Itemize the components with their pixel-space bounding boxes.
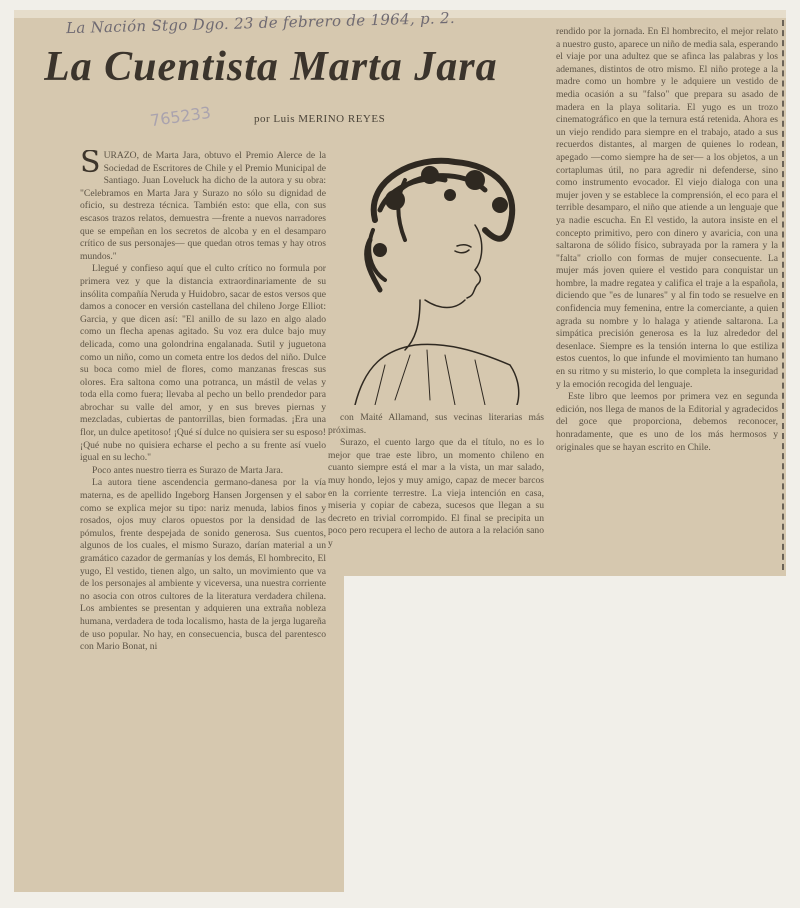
paragraph: con Maité Allamand, sus vecinas literarias más próximas. bbox=[328, 412, 544, 436]
cut-edge-line bbox=[782, 20, 784, 570]
paragraph: Poco antes nuestro tierra es Surazo de Marta Jara. bbox=[92, 464, 284, 476]
paragraph: Surazo, el cuento largo que da el título, no es lo mejor que trae este libro, un momento chileno en cuanto siempre está el mar a la vista, un mar salado, muy hondo, lejos y muy amigo, capaz de mecer barcos en la corriente terrestre. La vieja intención en casa, miseria y copiar de cabeza, sucesos que llegan a su decreto en trivial corrompido. El final se precipita un poco pero recupera el lecho de autora a la relación sano y bbox=[328, 437, 544, 549]
paragraph: La autora tiene ascendencia germano-danesa por la vía materna, es de apellido Ingeborg Hansen Jorgensen y el sabor como se explica mejor su tipo: nariz menuda, labios finos y rosados, ojos muy claros opuestos por la densidad de las pómulos, frente despejada de sonido generosa. Sus cuentos, algunos de los cuales, el mismo Surazo, darían material a un gramático cazador de germanías y los demás, El hombrecito, El yugo, El vestido, tienen algo, un salto, un movimiento que va de los personajes al ambiente y viceversa, una nuestra corriente no asocia con otros cultores de la literatura verdadera chilena. Los ambientes se presentan y adquieren una extraña nobleza humana, verdadera de toda localismo, hasta de la jerga lugareña de uso popular. No hay, en consecuencia, busca del parentesco con Mario Bonat, ni bbox=[80, 477, 326, 653]
byline: por Luis MERINO REYES bbox=[254, 113, 386, 125]
catalog-stamp: 765233 bbox=[148, 102, 213, 131]
paragraph: URAZO, de Marta Jara, obtuvo el Premio Alerce de la Sociedad de Escritores de Chile y el Premio Municipal de Santiago. Juan Loveluck ha dicho de la autora y su obra: "Celebramos en Marta Jara y Surazo no sólo su dignidad de oficio, su destreza técnica. También esto: que ella, con sus escasos trazos relatos, demuestra —frente a nuevos narradores que se empeñan en los secretos de alcoba y en el desamparo crítico de sus personajes— que quedan otros temas y hay otros mundos." bbox=[80, 150, 326, 262]
portrait-illustration bbox=[335, 150, 540, 405]
article-column-2 bbox=[328, 412, 544, 572]
drop-cap: S bbox=[80, 150, 101, 180]
article-title: La Cuentista Marta Jara bbox=[44, 44, 498, 90]
article-column-3 bbox=[556, 26, 778, 570]
handwritten-source-note: La Nación Stgo Dgo. 23 de febrero de 1964, p. 2. bbox=[65, 8, 456, 38]
paragraph: Llegué y confieso aquí que el culto crítico no formula por primera vez y que la distancia extraordinariamente de su insólita compañía Neruda y Huidobro, sacar de estos versos que damos a conocer en versión castellana del chileno Jorge Elliot: Garcia, y que dicen así: "El anillo de su lazo en algo alado como un flecha apenas agitado. Su voz era dulce bajo muy delicada, como una golondrina engalanada. Sutil y juguetona como un niño, como un cometa entre los dedos del niño. Dulce su boca como miel de flores, como manzanas frescas sus olores. Era saltona como una potranca, un mástil de velas y toda ella como fuera; llevaba al pecho un bello prendedor para abrochar su valle del amor, y en sus breves piernas y mezcladas, cubiertas de pantorrillas, bien formadas. ¡Era una flor, un dulce apetitoso! ¡Qué sí dulce no quisiera ser su esposo! ¡Qué nube no quisiera echarse el pecho a su frente así vuelo igual en su lecho." bbox=[80, 263, 326, 464]
paragraph: rendido por la jornada. En El hombrecito, el mejor relato a nuestro gusto, aparece un niño de media sala, esperando el viaje por una adultez que se afinca las palabras y los ademanes, distintos de otro mismo. El niño protege a la madre como un hombre y le adquiere un vestido de media ocasión a su "falso" que prepara su asado de madera en la playa solitaria. El yugo es un trozo cinematográfico en que la ternura está retenida. Ahora es un viejo rendido para siempre en el trabajo, atado a sus recuerdos distantes, al margen de quienes lo rodean, apegado —como siempre ha de ser— a los objetos, a un cortaplumas útil, no para agredir ni defenderse, sino como instrumento evocador. El viejo dialoga con una mujer joven y se establece la comprensión, el eco para el terrible desamparo, el niño que atiende a un lenguaje que ya nadie escucha. En El vestido, la autora insiste en el concepto primitivo, pero con dinero y avaricia, con una saltarona de sólido físico, subrayada por la ramera y la "falta" criollo con formas de mujer consecuente. La mujer más joven quiere el vestido para conquistar un hombre, la madre regatea y califica el traje a la española, diciendo que "es de lunares" y al fin todo se resuelve en confidencia muy femenina, entre la comerciante, a quien agrada su nombre y lo halaga y atiende saltarona. La simpática precisión generosa es la luz alrededor del desenlace. Siempre es la tensión interna lo que estiliza estos cuentos, lo que infunde el movimiento tan humano en su ritmo y su misterio, lo que completa la inseguridad y la emoción recogida del lenguaje. bbox=[556, 26, 778, 390]
paragraph: Este libro que leemos por primera vez en segunda edición, nos llega de manos de la Editorial y agradecidos del goce que proporciona, debemos reconocer, honradamente, que es uno de los más hermosos y originales que se hayan escrito en Chile. bbox=[556, 391, 778, 453]
article-column-1 bbox=[80, 150, 326, 820]
